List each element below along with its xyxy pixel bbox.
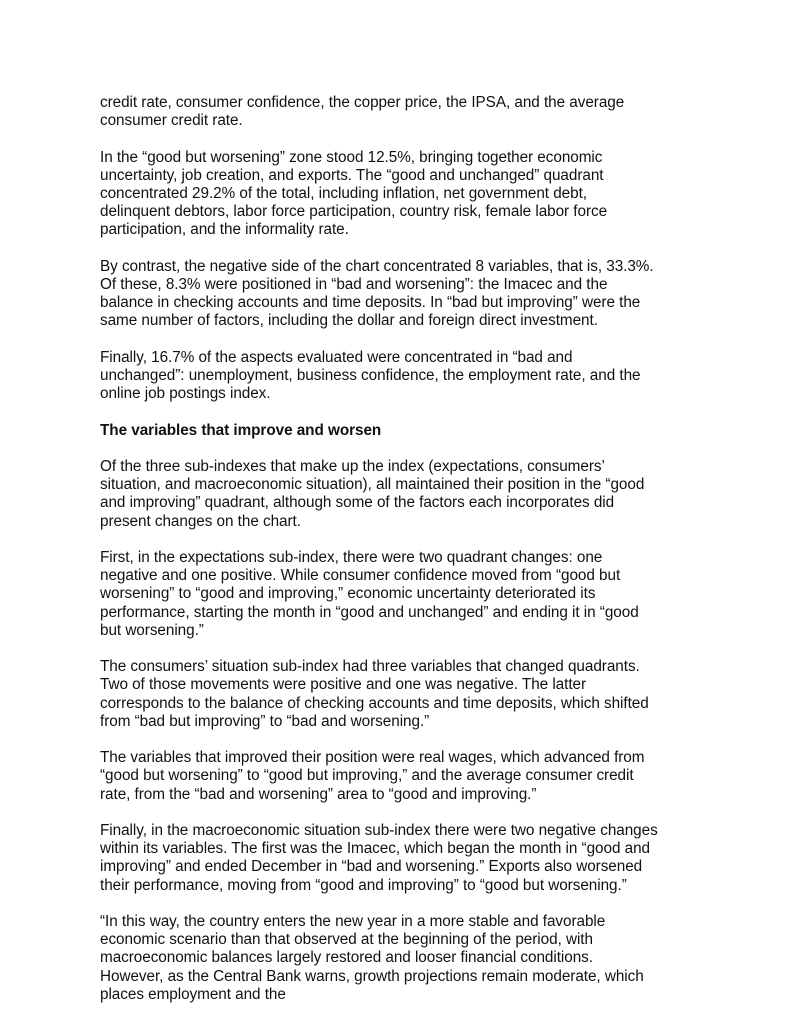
- paragraph-consumers-situation: The consumers’ situation sub-index had three variables that changed quadrants. Two of those movements were positive and one was negative. The latter corresponds to the balance of checking accounts and time deposits, which shifted from “bad but improving” to “bad and worsening.”: [100, 658, 649, 730]
- paragraph-good-but-worsening: In the “good but worsening” zone stood 12.5%, bringing together economic uncertainty, job creation, and exports. The “good and unchanged” quadrant concentrated 29.2% of the total, including inflation, net government debt, delinquent debtors, labor force participation, country risk, female labor force participation, and the informality rate.: [100, 148, 608, 239]
- paragraph-credit-rate-list: credit rate, consumer confidence, the copper price, the IPSA, and the average consumer credit rate.: [100, 94, 625, 130]
- paragraph-bad-and-unchanged: Finally, 16.7% of the aspects evaluated were concentrated in “bad and unchanged”: unemployment, business confidence, the employment rate, and the online job postings index.: [100, 348, 641, 403]
- section-heading: The variables that improve and worsen: [100, 421, 382, 439]
- paragraph-sub-indexes: Of the three sub-indexes that make up the index (expectations, consumers’ situation, and macroeconomic situation), all maintained their position in the “good and improving” quadrant, although some of the factors each incorporates did present changes on the chart.: [100, 457, 645, 530]
- paragraph-quote: “In this way, the country enters the new year in a more stable and favorable economic scenario than that observed at the beginning of the period, with macroeconomic balances largely restored and looser financial conditions. However, as the Central Bank warns, growth projections remain moderate, which places employment and the: [100, 912, 644, 1003]
- paragraph-negative-side: By contrast, the negative side of the chart concentrated 8 variables, that is, 33.3%. Of these, 8.3% were positioned in “bad and worsening”: the Imacec and the balance in checking accounts and time deposits. In “bad but improving” were the same number of factors, including the dollar and foreign direct investment.: [100, 257, 654, 330]
- paragraph-macroeconomic: Finally, in the macroeconomic situation sub-index there were two negative changes within its variables. The first was the Imacec, which began the month in “good and improving” and ended December in “bad and worsening.” Exports also worsened their performance, moving from “good and improving” to “good but worsening.”: [100, 821, 658, 894]
- paragraph-improved-variables: The variables that improved their position were real wages, which advanced from “good but worsening” to “good but improving,” and the average consumer credit rate, from the “bad and worsening” area to “good and improving.”: [100, 749, 645, 803]
- document-page: [100, 94, 660, 1022]
- paragraph-expectations: First, in the expectations sub-index, there were two quadrant changes: one negative and one positive. While consumer confidence moved from “good but worsening” to “good and improving,” economic uncertainty deteriorated its performance, starting the month in “good and unchanged” and ending it in “good but worsening.”: [100, 548, 639, 639]
